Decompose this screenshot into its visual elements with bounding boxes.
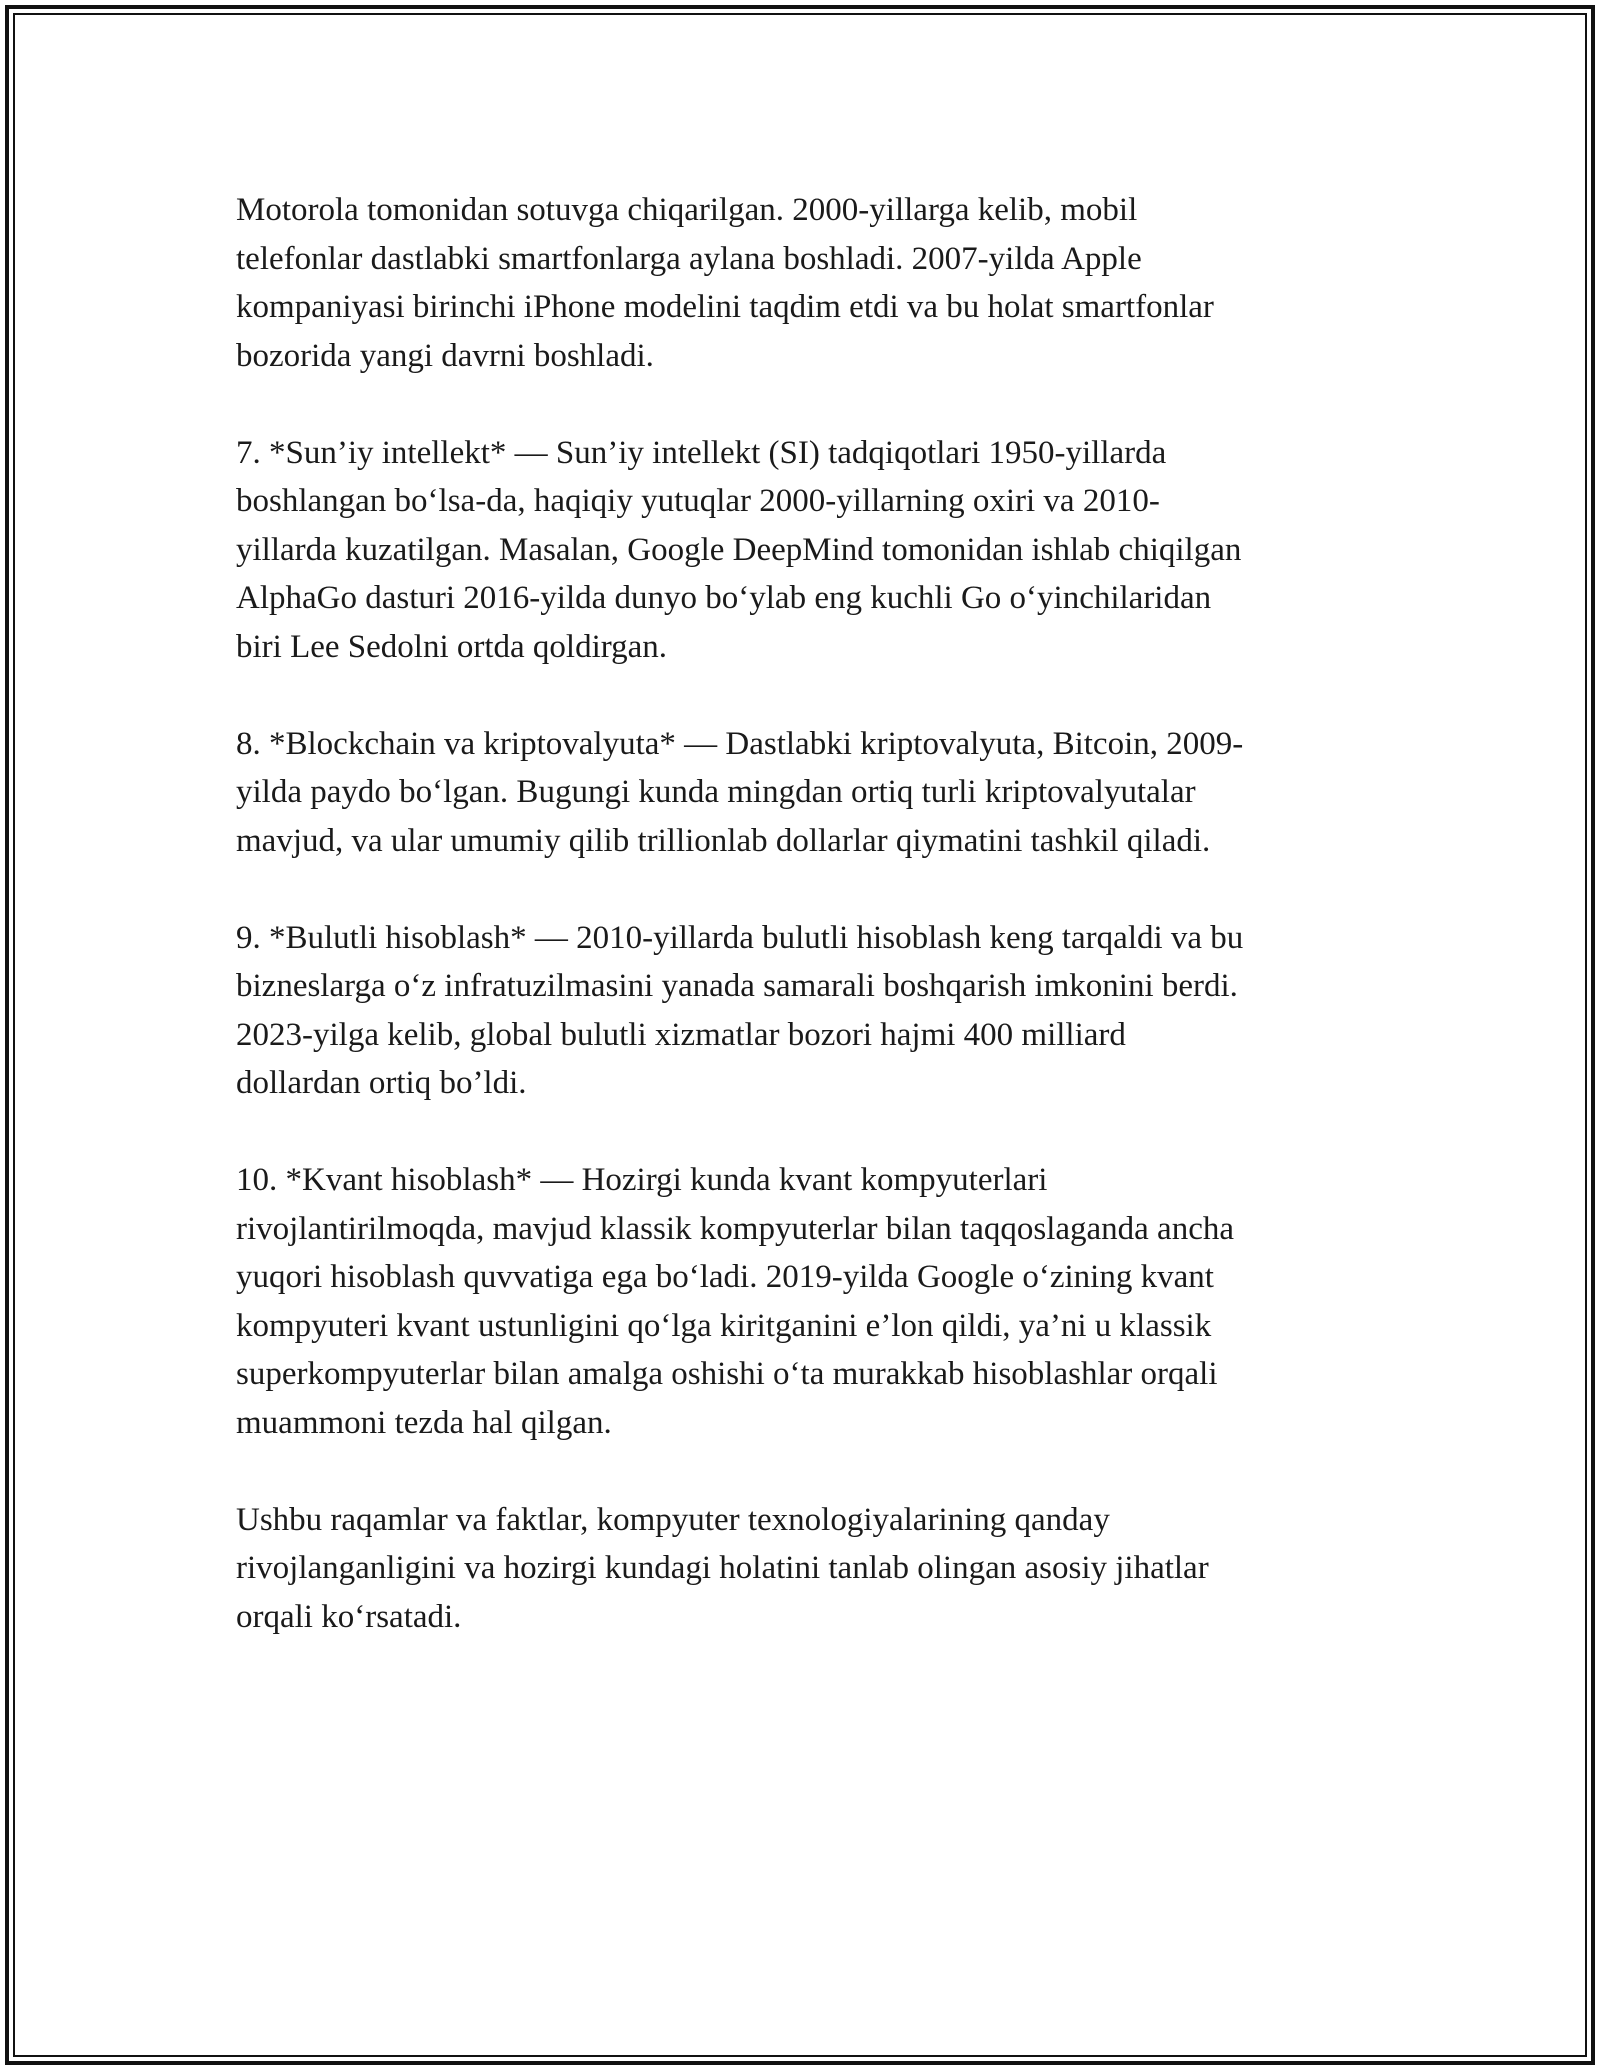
text-line: Ushbu raqamlar va faktlar, kompyuter texnologiyalarining qanday <box>236 1501 1110 1538</box>
text-line: rivojlanganligini va hozirgi kundagi holatini tanlab olingan asosiy jihatlar <box>236 1550 1209 1586</box>
paragraph-quantum-computing <box>236 1156 1366 1447</box>
text-line: mavjud, va ular umumiy qilib trillionlab dollarlar qiymatini tashkil qiladi. <box>236 822 1211 859</box>
text-line: 2023-yilga kelib, global bulutli xizmatlar bozori hajmi 400 milliard <box>236 1016 1126 1053</box>
text-line: kompaniyasi birinchi iPhone modelini taqdim etdi va bu holat smartfonlar <box>236 289 1214 325</box>
paragraph-artificial-intelligence <box>236 429 1366 672</box>
text-line: orqali koʻrsatadi. <box>236 1598 462 1635</box>
paragraph-cloud-computing <box>236 914 1366 1108</box>
paragraph-conclusion <box>236 1496 1366 1642</box>
text-line: boshlangan boʻlsa-da, haqiqiy yutuqlar 2000-yillarning oxiri va 2010- <box>236 483 1160 519</box>
text-line: bozorida yangi davrni boshladi. <box>236 337 654 374</box>
text-line: AlphaGo dasturi 2016-yilda dunyo boʻylab eng kuchli Go oʻyinchilaridan <box>236 580 1212 616</box>
text-line: Motorola tomonidan sotuvga chiqarilgan. 2000-yillarga kelib, mobil <box>236 192 1138 228</box>
text-line: muammoni tezda hal qilgan. <box>236 1404 612 1441</box>
text-line: 8. *Blockchain va kriptovalyuta* — Dastlabki kriptovalyuta, Bitcoin, 2009- <box>236 725 1244 762</box>
text-line: yuqori hisoblash quvvatiga ega boʻladi. 2019-yilda Google oʻzining kvant <box>236 1259 1214 1295</box>
text-line: kompyuteri kvant ustunligini qoʻlga kiritganini e’lon qildi, ya’ni u klassik <box>236 1307 1212 1344</box>
text-line: yillarda kuzatilgan. Masalan, Google DeepMind tomonidan ishlab chiqilgan <box>236 531 1242 568</box>
text-line: rivojlantirilmoqda, mavjud klassik kompyuterlar bilan taqqoslaganda ancha <box>236 1210 1234 1247</box>
text-line: bizneslarga oʻz infratuzilmasini yanada samarali boshqarish imkonini berdi. <box>236 968 1238 1004</box>
text-line: telefonlar dastlabki smartfonlarga aylana boshladi. 2007-yilda Apple <box>236 240 1142 277</box>
text-line: yilda paydo boʻlgan. Bugungi kunda mingdan ortiq turli kriptovalyutalar <box>236 774 1196 810</box>
text-line: dollardan ortiq bo’ldi. <box>236 1065 527 1101</box>
text-line: superkompyuterlar bilan amalga oshishi oʻta murakkab hisoblashlar orqali <box>236 1356 1218 1392</box>
document-body <box>236 186 1366 1690</box>
text-line: 9. *Bulutli hisoblash* — 2010-yillarda bulutli hisoblash keng tarqaldi va bu <box>236 919 1244 956</box>
text-line: biri Lee Sedolni ortda qoldirgan. <box>236 628 668 665</box>
text-line: 10. *Kvant hisoblash* — Hozirgi kunda kvant kompyuterlari <box>236 1162 1048 1198</box>
paragraph-mobile-phones <box>236 186 1366 380</box>
paragraph-blockchain <box>236 720 1366 866</box>
text-line: 7. *Sun’iy intellekt* — Sun’iy intellekt (SI) tadqiqotlari 1950-yillarda <box>236 434 1167 471</box>
